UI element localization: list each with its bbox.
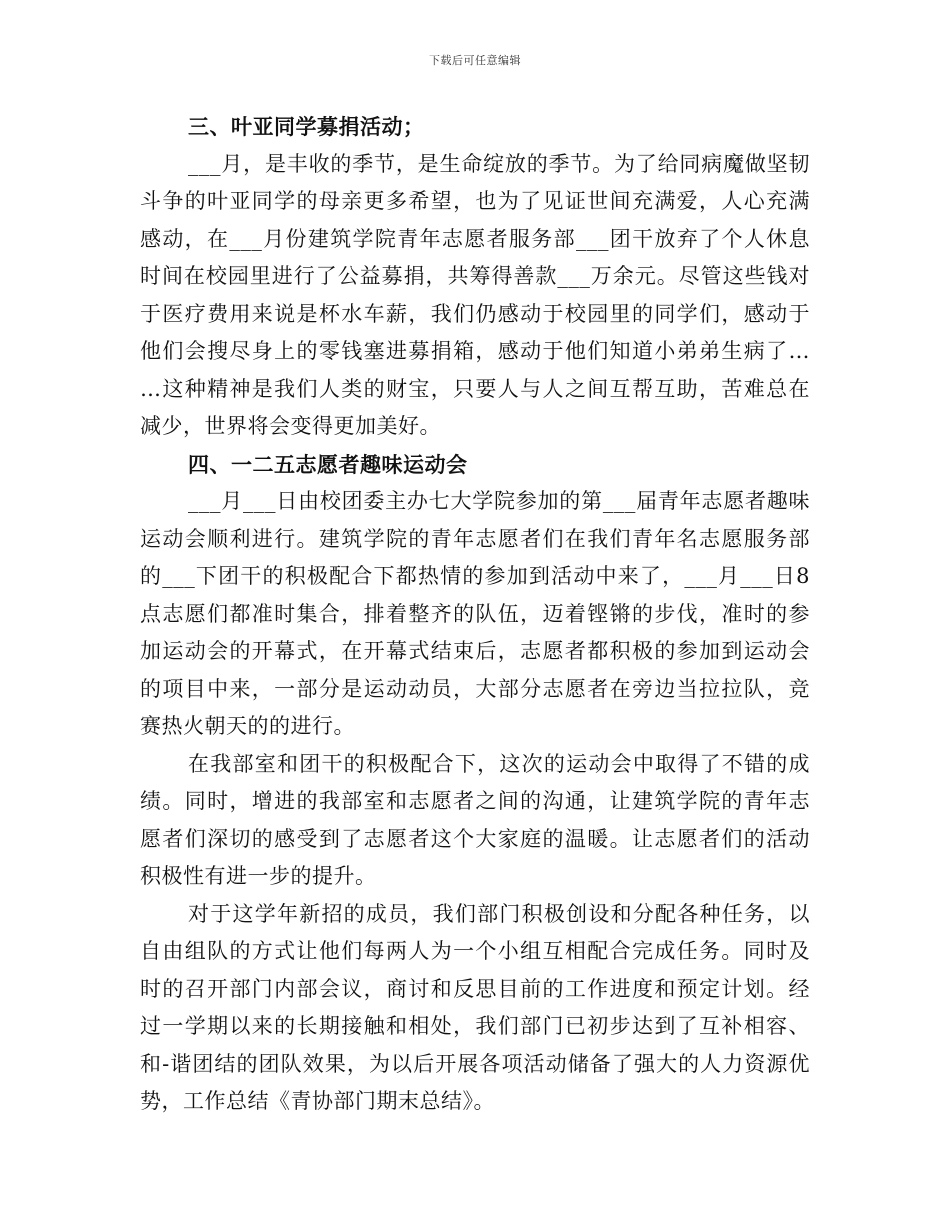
section-heading-4: 四、一二五志愿者趣味运动会 [188, 451, 468, 477]
paragraph-line: 斗争的叶亚同学的母亲更多希望，也为了见证世间充满爱，人心充满 [140, 189, 810, 213]
paragraph-line: 他们会搜尽身上的零钱塞进募捐箱，感动于他们知道小弟弟生病了… [140, 339, 810, 363]
page-header: 下载后可任意编辑 [429, 54, 521, 67]
paragraph-line: 对于这学年新招的成员，我们部门积极创设和分配各种任务，以 [188, 901, 810, 926]
paragraph-line: 感动，在___月份建筑学院青年志愿者服务部___团干放弃了个人休息 [140, 226, 810, 251]
paragraph-line: 的项目中来，一部分是运动动员，大部分志愿者在旁边当拉拉队，竞 [140, 676, 810, 701]
paragraph-line: 自由组队的方式让他们每两人为一个小组互相配合完成任务。同时及 [140, 939, 810, 963]
paragraph-line: 在我部室和团干的积极配合下，这次的运动会中取得了不错的成 [188, 751, 810, 776]
paragraph-line: 势，工作总结《青协部门期末总结》。 [140, 1089, 495, 1113]
paragraph-line: 过一学期以来的长期接触和相处，我们部门已初步达到了互补相容、 [140, 1014, 810, 1038]
paragraph-line: 积极性有进一步的提升。 [140, 864, 377, 888]
paragraph-line: 加运动会的开幕式，在开幕式结束后，志愿者都积极的参加到运动会 [140, 639, 810, 663]
section-heading-3: 三、叶亚同学募捐活动； [188, 114, 425, 139]
paragraph-line: ___月，是丰收的季节，是生命绽放的季节。为了给同病魔做坚韧 [188, 151, 810, 176]
paragraph-line: 点志愿们都准时集合，排着整齐的队伍，迈着铿锵的步伐，准时的参 [140, 601, 810, 626]
paragraph-line: 的___下团干的积极配合下都热情的参加到活动中来了，___月___日8 [140, 564, 810, 588]
paragraph-line: 赛热火朝天的的进行。 [140, 714, 355, 738]
paragraph-line: 绩。同时，增进的我部室和志愿者之间的沟通，让建筑学院的青年志 [140, 789, 810, 813]
paragraph-line: 时的召开部门内部会议，商讨和反思目前的工作进度和预定计划。经 [140, 976, 810, 1001]
paragraph-line: 于医疗费用来说是杯水车薪，我们仍感动于校园里的同学们，感动于 [140, 301, 810, 326]
paragraph-line: 和-谐团结的团队效果，为以后开展各项活动储备了强大的人力资源优 [140, 1051, 810, 1076]
paragraph-line: 减少，世界将会变得更加美好。 [140, 414, 441, 438]
paragraph-line: 运动会顺利进行。建筑学院的青年志愿者们在我们青年名志愿服务部 [140, 526, 810, 551]
paragraph-line: ___月___日由校团委主办七大学院参加的第___届青年志愿者趣味 [188, 489, 810, 513]
paragraph-line: …这种精神是我们人类的财宝，只要人与人之间互帮互助，苦难总在 [140, 376, 810, 401]
paragraph-line: 愿者们深切的感受到了志愿者这个大家庭的温暖。让志愿者们的活动 [140, 826, 810, 851]
document-body [140, 108, 810, 1121]
paragraph-line: 时间在校园里进行了公益募捐，共筹得善款___万余元。尽管这些钱对 [140, 264, 810, 288]
